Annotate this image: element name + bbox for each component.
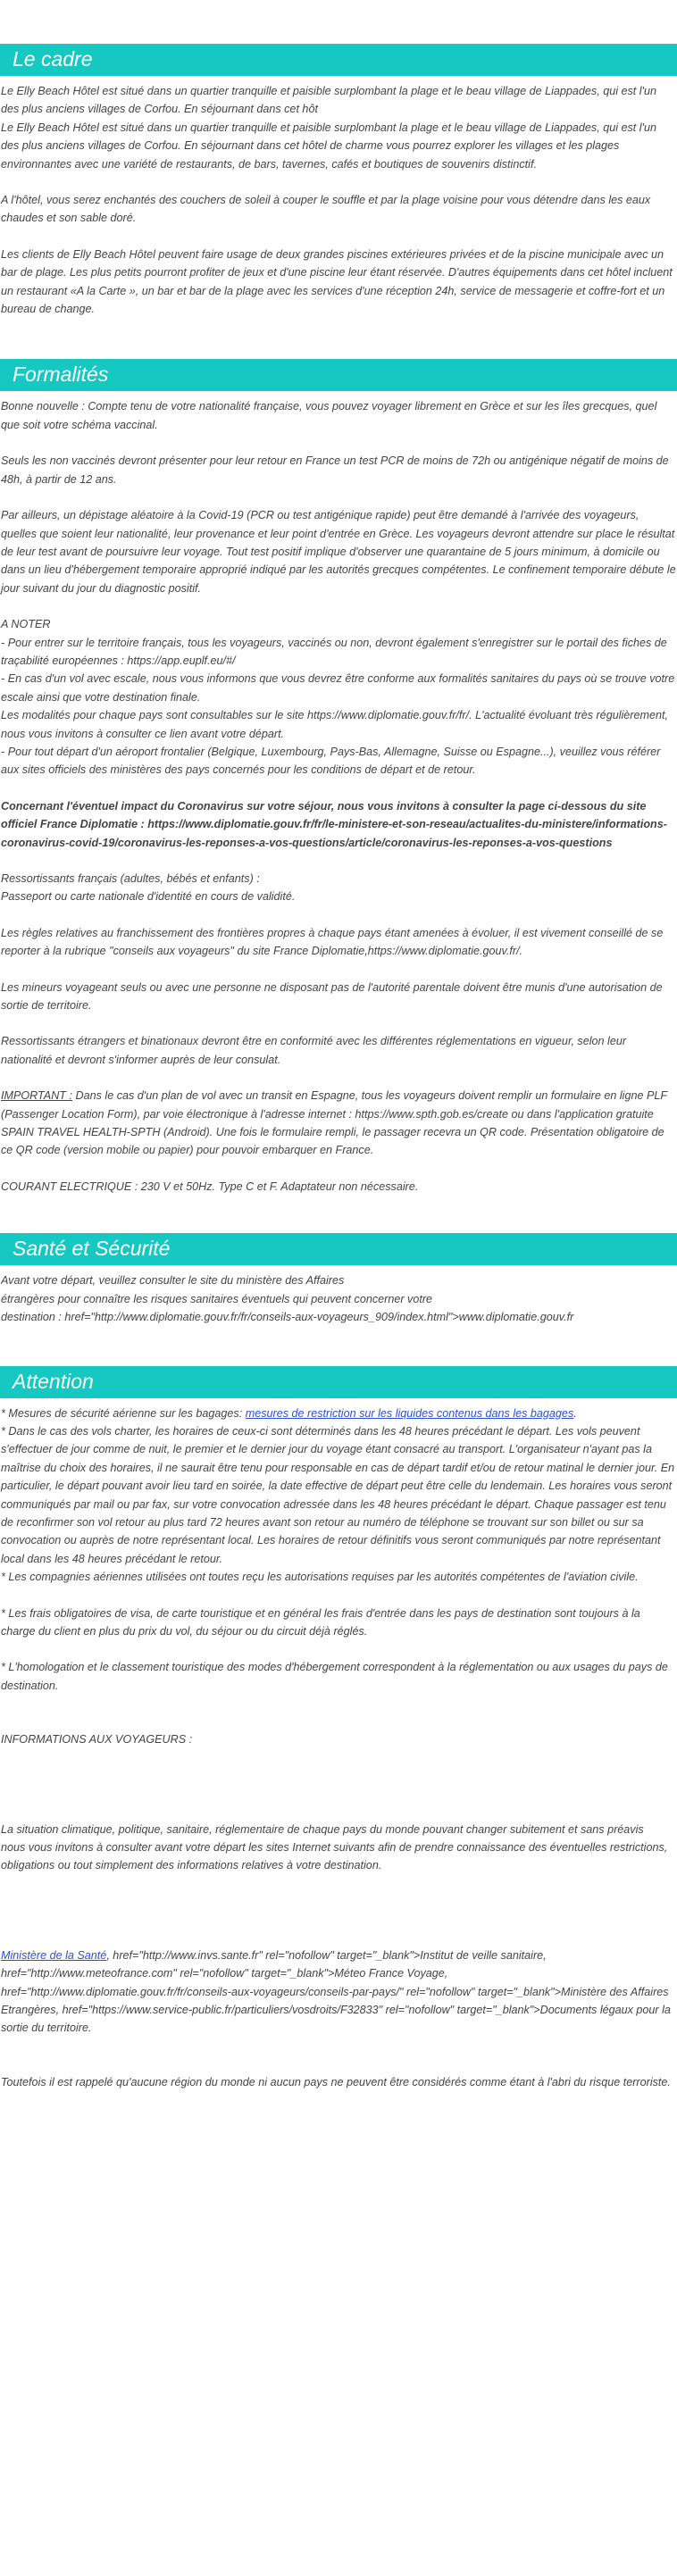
- important-text: Dans le cas d'un plan de vol avec un transit en Espagne, tous les voyageurs doivent remplir un formulaire en ligne PLF (Passenger Location Form), par voie électronique à l'adresse internet : https://www.spth.gob.es/create ou dans l'application gratuite SPAIN TRAVEL HEALTH-SPTH (Android). Une fois le formulaire rempli, le passager recevra un QR code. Présentation obligatoire de ce QR code (version mobile ou papier) pour pouvoir embarquer en France.: [1, 1089, 667, 1157]
- section-heading-sante: Santé et Sécurité: [0, 1233, 677, 1265]
- liquids-restriction-link[interactable]: mesures de restriction sur les liquides contenus dans les bagages: [245, 1406, 574, 1420]
- terrorism-notice: Toutefois il est rappelé qu'aucune région du monde ni aucun pays ne peuvent être considérés comme étant à l'abri du risque terroriste.: [1, 2075, 671, 2088]
- section-body-sante: [0, 1271, 677, 1326]
- formalites-paragraph-6: Ressortissants étrangers et binationaux devront être en conformité avec les différentes réglementations en vigueur, selon leur nationalité et devront s'informer auprès de leur consulat.: [1, 1035, 627, 1066]
- attention-item-4: * Les frais obligatoires de visa, de carte touristique et en général les frais d'entrée dans les pays de destination sont toujours à la charge du client en plus du prix du vol, du séjour ou du circuit déjà réglés.: [1, 1606, 640, 1638]
- section-cadre: [0, 44, 677, 318]
- ressortissants-docs: Passeport ou carte nationale d'identité en cours de validité.: [1, 890, 296, 904]
- section-body-cadre: [0, 82, 677, 318]
- note-title: A NOTER: [1, 618, 51, 631]
- informations-title: INFORMATIONS AUX VOYAGEURS :: [1, 1733, 193, 1747]
- attention-item-1-end: .: [573, 1406, 577, 1420]
- note-item-4: - Pour tout départ d'un aéroport frontalier (Belgique, Luxembourg, Pays-Bas, Allemagne, Suisse ou Espagne...), veuillez vous référer aux sites officiels des ministères des pays concernés pour les conditions de départ et de retour.: [1, 745, 661, 777]
- useful-links-text: , href="http://www.invs.sante.fr" rel="nofollow" target="_blank">Institut de veille sanitaire, href="http://www.meteofrance.com" rel="nofollow" target="_blank">Méteo France Voyage, href="http://www.diplomatie.gouv.fr/fr/conseils-aux-voyageurs/conseils-par-pays/" rel="nofollow" target="_blank">Ministère des Affaires Etrangères, href="https://www.service-public.fr/particuliers/vosdroits/F32833" rel="nofollow" target="_blank">Documents légaux pour la sortie du territoire.: [1, 1948, 671, 2035]
- cadre-paragraph-1b: Le Elly Beach Hôtel est situé dans un quartier tranquille et paisible surplombant la plage et le beau village de Liappades, qui est l'un des plus anciens villages de Corfou. En séjournant dans cet hôtel de charme vous pourrez explorer les villages et les plages environnantes avec une variété de restaurants, de bars, tavernes, cafés et boutiques de souvenirs distinctif.: [1, 121, 657, 171]
- courant-electrique: COURANT ELECTRIQUE : 230 V et 50Hz. Type C et F. Adaptateur non nécessaire.: [1, 1180, 419, 1193]
- section-heading-cadre: Le cadre: [0, 44, 677, 76]
- cadre-paragraph-2: A l'hôtel, vous serez enchantés des couchers de soleil à couper le souffle et par la plage voisine pour vous détendre dans les eaux chaudes et son sable doré.: [1, 194, 651, 225]
- section-heading-attention: Attention: [0, 1366, 677, 1398]
- section-sante: [0, 1233, 677, 1326]
- attention-item-2: * Dans le cas des vols charter, les horaires de ceux-ci sont déterminés dans les 48 heures précédant le départ. Les vols peuvent s'effectuer de jour comme de nuit, le premier et le dernier jour du voyage étant consacré au transport. L'organisateur n'ayant pas la maîtrise du choix des horaires, il ne saurait être tenu pour responsable en cas de départ tardif et/ou de retour matinal le dernier jour. En particulier, le départ pouvant avoir lieu tard en soirée, la date effective de départ peut être celle du lendemain. Les horaires vous seront communiqués par mail ou par fax, sur votre convocation adressée dans les 48 heures précédant le départ. Chaque passager est tenu de reconfirmer son vol retour au plus tard 72 heures avant son retour au numéro de téléphone se trouvant sur son billet ou sur sa convocation ou auprès de notre représentant local. Les horaires de retour définitifs vous seront communiqués par notre représentant local dans les 48 heures précédant le retour.: [1, 1424, 675, 1565]
- ministere-sante-link[interactable]: Ministère de la Santé: [1, 1948, 107, 1962]
- attention-item-1-text: * Mesures de sécurité aérienne sur les bagages:: [1, 1406, 246, 1420]
- section-body-formalites: [0, 397, 677, 1196]
- section-formalites: [0, 359, 677, 1196]
- important-paragraph: [1, 1087, 676, 1160]
- important-label: IMPORTANT :: [1, 1089, 72, 1103]
- formalites-paragraph-1: Bonne nouvelle : Compte tenu de votre nationalité française, vous pouvez voyager librement en Grèce et sur les îles grecques, quel que soit votre schéma vaccinal.: [1, 400, 657, 431]
- top-spacer: [0, 0, 677, 44]
- formalites-paragraph-5: Les mineurs voyageant seuls ou avec une personne ne disposant pas de l'autorité parentale doivent être munis d'une autorisation de sortie de territoire.: [1, 980, 663, 1013]
- cadre-paragraph-3: Les clients de Elly Beach Hôtel peuvent faire usage de deux grandes piscines extérieures privées et de la piscine municipale avec un bar de plage. Les plus petits pourront profiter de jeux et d'une piscine leur étant réservée. D'autres équipements dans cet hôtel incluent un restaurant «A la Carte », un bar et bar de la plage avec les services d'une réception 24h, service de messagerie et coffre-fort et un bureau de change.: [1, 247, 673, 316]
- sante-line-2: étrangères pour connaître les risques sanitaires éventuels qui peuvent concerner votre: [1, 1292, 433, 1305]
- formalites-paragraph-3: Par ailleurs, un dépistage aléatoire à la Covid-19 (PCR ou test antigénique rapide) peut être demandé à l'arrivée des voyageurs, quelles que soient leur nationalité, leur provenance et leur point d'entrée en Grèce. Les voyageurs devront attendre sur place le résultat de leur test avant de poursuivre leur voyage. Tout test positif implique d'observer une quarantaine de 5 jours minimum, à domicile ou dans un lieu d'hébergement temporaire approprié indiqué par les autorités grecques compétentes. Le confinement temporaire débute le jour suivant du jour du diagnostic positif.: [1, 509, 676, 595]
- situation-line-2: nous vous invitons à consulter avant votre départ les sites Internet suivants afin de prendre connaissance des éventuelles restrictions, obligations ou tout simplement des informations relatives à votre destination.: [1, 1841, 668, 1872]
- formalites-paragraph-4: Les règles relatives au franchissement des frontières propres à chaque pays étant amenées à évoluer, il est vivement conseillé de se reporter à la rubrique "conseils aux voyageurs" du site France Diplomatie,https://www.diplomatie.gouv.fr/.: [1, 926, 664, 958]
- section-heading-formalites: Formalités: [0, 359, 677, 391]
- section-attention: [0, 1366, 677, 2092]
- attention-item-5: * L'homologation et le classement touristique des modes d'hébergement correspondent à la réglementation ou aux usages du pays de destination.: [1, 1661, 668, 1692]
- section-body-attention: [0, 1405, 677, 2092]
- attention-item-3: * Les compagnies aériennes utilisées ont toutes reçu les autorisations requises par les autorités compétentes de l'aviation civile.: [1, 1571, 639, 1584]
- attention-item-1: [1, 1405, 676, 1422]
- note-item-3: Les modalités pour chaque pays sont consultables sur le site https://www.diplomatie.gouv.fr/fr/. L'actualité évoluant très régulièrement, nous vous invitons à consulter ce lien avant votre départ.: [1, 709, 668, 740]
- sante-line-1: Avant votre départ, veuillez consulter le site du ministère des Affaires: [1, 1274, 345, 1288]
- cadre-paragraph-1a: Le Elly Beach Hôtel est situé dans un quartier tranquille et paisible surplombant la plage et le beau village de Liappades, qui est l'un des plus anciens villages de Corfou. En séjournant dans cet hôt: [1, 85, 657, 116]
- situation-line-1: La situation climatique, politique, sanitaire, réglementaire de chaque pays du monde pouvant changer subitement et sans préavis: [1, 1822, 644, 1836]
- useful-links: [1, 1947, 676, 2038]
- sante-line-3: destination : href="http://www.diplomatie.gouv.fr/fr/conseils-aux-voyageurs_909/index.html">www.diplomatie.gouv.fr: [1, 1311, 574, 1324]
- ressortissants-title: Ressortissants français (adultes, bébés et enfants) :: [1, 872, 260, 885]
- note-item-2: - En cas d'un vol avec escale, nous vous informons que vous devrez être conforme aux formalités sanitaires du pays où se trouve votre escale ainsi que votre destination finale.: [1, 672, 675, 704]
- formalites-paragraph-2: Seuls les non vaccinés devront présenter pour leur retour en France un test PCR de moins de 72h ou antigénique négatif de moins de 48h, à partir de 12 ans.: [1, 454, 669, 486]
- coronavirus-notice: Concernant l'éventuel impact du Coronavirus sur votre séjour, nous vous invitons à consulter la page ci-dessous du site officiel France Diplomatie : https://www.diplomatie.gouv.fr/fr/le-ministere-et-son-reseau/actualites-du-ministere/informations-coronavirus-covid-19/coronavirus-les-reponses-a-vos-questions/article/coronavirus-les-reponses-a-vos-questions: [1, 799, 667, 849]
- note-item-1: - Pour entrer sur le territoire français, tous les voyageurs, vaccinés ou non, devront également s'enregistrer sur le portail des fiches de traçabilité européennes : https://app.euplf.eu/#/: [1, 636, 667, 667]
